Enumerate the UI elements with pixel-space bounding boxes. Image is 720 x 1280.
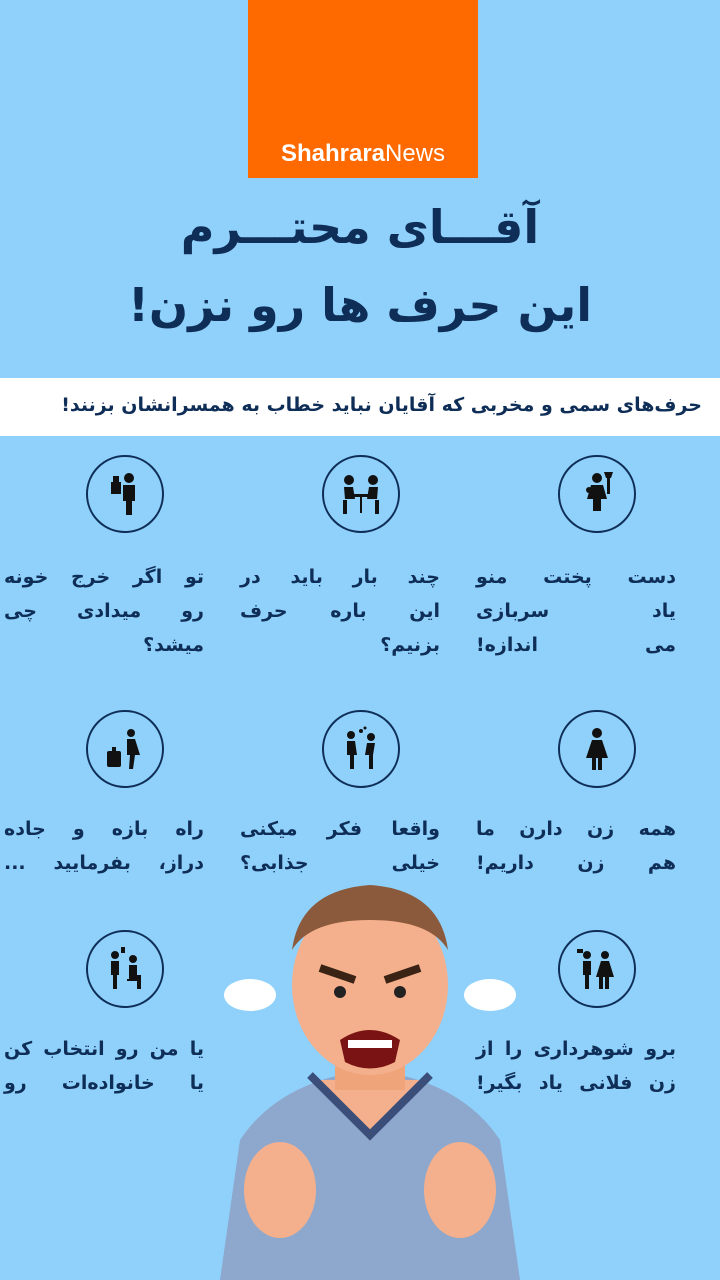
brand-name: ShahraraNews — [280, 140, 446, 167]
woman-with-suitcase-icon — [86, 710, 164, 788]
item-text-3: تو اگر خرج خونه رو میدادی چی میشد؟ — [4, 566, 204, 656]
man-and-elder-icon — [86, 930, 164, 1008]
item-text-8: یا من رو انتخاب کن یا خانواده‌ات رو — [4, 1038, 204, 1094]
item-text-2: چند بار باید در این باره حرف بزنیم؟ — [240, 566, 440, 656]
couple-at-table-icon — [322, 455, 400, 533]
couple-thinking-icon — [322, 710, 400, 788]
brand-logo — [248, 0, 478, 178]
item-text-1: دست پختت منو یاد سربازی می اندازه! — [476, 566, 676, 656]
woman-icon — [558, 710, 636, 788]
angry-man-icon — [180, 880, 560, 1280]
item-text-4: همه زن دارن ما هم زن داریم! — [476, 818, 676, 874]
item-text-7: برو شوهرداری را از زن فلانی یاد بگیر! — [476, 1038, 676, 1094]
couple-talking-icon — [558, 930, 636, 1008]
cleaning-woman-icon — [558, 455, 636, 533]
item-text-6: راه بازه و جاده دراز، بفرمایید ... — [4, 818, 204, 874]
man-with-shopping-icon — [86, 455, 164, 533]
subtitle-text: حرف‌های سمی و مخربی که آقایان نباید خطاب به همسرانشان بزنند! — [61, 394, 702, 416]
item-text-5: واقعا فکر میکنی خیلی جذابی؟ — [240, 818, 440, 874]
subtitle-banner — [0, 378, 720, 436]
page-title-line2: این حرف ها رو نزن! — [127, 278, 593, 332]
page-title-line1: آقـــای محتـــرم — [180, 200, 540, 254]
